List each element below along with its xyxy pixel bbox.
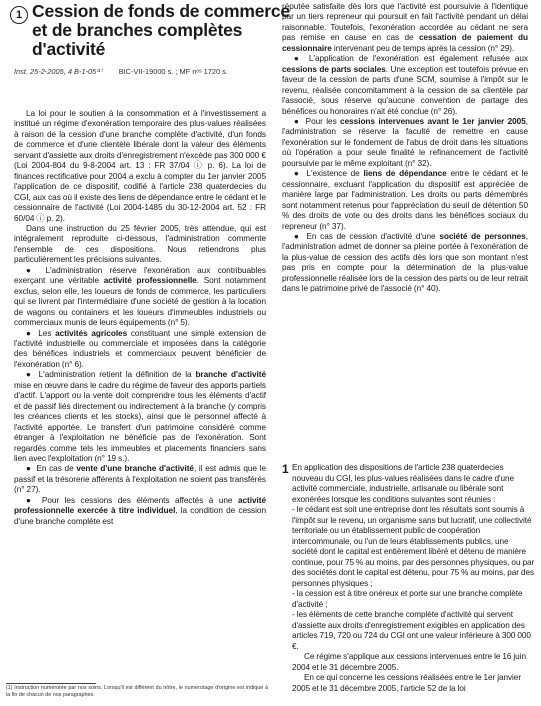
paragraph xyxy=(282,2,528,54)
footnote: (1) Instruction numérotée par nos soins. Lorsqu'il est différent du nôtre, le numérotage d'origine est indiqué à la fin de chacun de nos paragraphes. xyxy=(6,685,268,699)
paragraph-text: Dans une instruction du 25 février 2005, très attendue, qui est intégralement reproduite ci-dessous, l'administration commente l'ensemble de ces dispositions. Nous retiendrons plus particulièrement les précisions suivantes. xyxy=(14,223,266,265)
bullet-icon: ● xyxy=(294,116,304,126)
section-1-number: 1 xyxy=(282,462,289,476)
emphasis-text: société de personnes xyxy=(439,231,526,241)
paragraph-text: . Sont notamment exclus, selon elle, les loueurs de fonds de commerce, les particuliers qui se livrent par l'intermédiaire d'une société de gestion à la location de wagons ou containers et les loueurs d'immeubles industriels ou commerciaux munis de leurs équipements (n° 5). xyxy=(14,276,267,328)
list-item xyxy=(292,589,536,610)
paragraph xyxy=(292,673,536,694)
right-column-text xyxy=(282,2,528,295)
footnote-rule xyxy=(6,683,96,684)
bullet-paragraph xyxy=(282,54,528,117)
bullet-paragraph xyxy=(14,464,266,495)
paragraph-text: En cas de xyxy=(36,464,77,474)
paragraph xyxy=(14,109,266,224)
bullet-paragraph xyxy=(14,266,266,329)
paragraph-text: L'application de l'exonération est également refusée aux xyxy=(308,54,528,64)
paragraph-text: L'existence de xyxy=(306,169,364,179)
title-line: Cession de fonds de commerce xyxy=(32,1,290,21)
paragraph-text: réputée satisfaite dès lors que l'activité est poursuivie à l'identique par un tiers repreneur qui poursuit en fait l'activité pendant un délai raisonnable. Toutefois, l'exonération accordée au cédant ne sera pas remise en cause en cas de xyxy=(282,2,528,43)
paragraph xyxy=(292,463,536,505)
list-item-text: - les éléments de cette branche complète d'activité qui servent d'assiette aux droits d'enregistrement exigibles en application des articles 719, 720 ou 724 du CGI ont une valeur inférieure à 300 000 €. xyxy=(292,610,531,651)
paragraph-text: Pour les xyxy=(305,116,341,126)
title-line: et de branches complètes xyxy=(32,20,243,40)
bullet-paragraph xyxy=(14,329,266,371)
bullet-paragraph xyxy=(282,169,528,232)
paragraph-text: intervenant peu de temps après la cession (n° 29). xyxy=(331,43,515,53)
paragraph xyxy=(14,224,266,266)
list-item xyxy=(292,505,536,589)
section-1 xyxy=(282,463,538,694)
paragraph-text: entre le cédant et le cessionnaire, excluant l'application du dispositif est appréciée de manière large par l'administration. Les droits ou parts démembrés sont notamment retenus pour l'appréciation du seuil de détention 50 % des droits de vote ou des droits dans les bénéfices sociaux du repreneur (n° 37). xyxy=(282,169,528,231)
title-block xyxy=(6,1,290,59)
paragraph-text: La loi pour le soutien à la consommation et à l'investissement a institué un régime d'exonération temporaire des plus-values réalisées à raison de la cession d'une branche complète d'activité, d'un fonds de commerce et d'une clientèle libérale dont la valeur des éléments servant d'assiette aux droits d'enregistrement n'excède pas 300 000 € (Loi 2004-804 du 9-8-2004 art. 13 : FR 37/04 ⓘ p. 6). La loi de finances rectificative pour 2004 a exclu à compter du 1er janvier 2005 l'application de ce dispositif, codifié à l'article 238 quaterdecies du CGI, aux cas où il existe des liens de dépendance entre le cédant et le cessionnaire de l'activité (Loi 2004-1485 du 30-12-2004 art. 52 : FR 60/04 ⓘ p. 2). xyxy=(14,109,266,223)
emphasis-text: cessions intervenues avant le 1er janvier 2005 xyxy=(340,116,526,126)
emphasis-text: branche d'activité xyxy=(195,370,266,380)
paragraph xyxy=(292,652,536,673)
section-1-body xyxy=(292,463,536,694)
bullet-icon: ● xyxy=(26,464,35,474)
emphasis-text: activité professionnelle exercée à titre individuel xyxy=(14,495,266,516)
paragraph-text: . Une exception est toutefois prévue en faveur de la cession de parts d'une SCM, soumise à l'impôt sur le revenu, réalisée concomitamment à la cession de sa clientèle par l'associé, sous réserve qu'aucune convention de partage des bénéfices ou honoraires n'ait été conclue (n° 26). xyxy=(282,64,528,116)
right-column xyxy=(282,2,538,295)
bullet-icon: ● xyxy=(294,231,305,241)
bullet-paragraph xyxy=(282,232,528,295)
list-item xyxy=(292,610,536,652)
bullet-paragraph xyxy=(14,370,266,464)
bullet-paragraph xyxy=(14,496,266,527)
bullet-icon: ● xyxy=(294,54,307,64)
bullet-icon: ● xyxy=(26,328,37,338)
bullet-icon: ● xyxy=(26,265,44,275)
paragraph-text: , l'administration se réserve la faculté de remettre en cause l'exonération sur le fondement de l'abus de droit dans les situations où l'opération a pour seule finalité le refinancement de l'activité poursuivie par le même exploitant (n° 32). xyxy=(282,116,528,168)
paragraph-text: Ce régime s'applique aux cessions intervenues entre le 16 juin 2004 et le 31 décembre 2005. xyxy=(292,652,526,672)
emphasis-text: liens de dépendance xyxy=(363,169,447,179)
paragraph-text: En cas de cession d'activité d'une xyxy=(306,231,440,241)
emphasis-text: vente d'une branche d'activité xyxy=(76,464,194,474)
page-title xyxy=(32,1,290,59)
emphasis-text: activité professionnelle xyxy=(103,276,197,286)
paragraph-text: En ce qui concerne les cessions réalisées entre le 1er janvier 2005 et le 31 décembre 2005, l'article 52 de la loi xyxy=(292,673,521,693)
paragraph-text: , l'administration admet de donner sa pleine portée à l'exonération de la plus-value de cession des actifs dès lors que son montant n'est pas pris en compte pour la détermination de la plus-value professionnelle réalisée lors de la cession des parts ou de leur retrait dans le patrimoine privé de l'associé (n° 40). xyxy=(282,231,528,294)
paragraph-text: L'administration réserve l'exonération aux contribuables exerçant une véritable xyxy=(14,265,266,286)
paragraph-text: Les xyxy=(38,328,56,338)
emphasis-text: cessions de parts sociales xyxy=(282,64,386,74)
reference-line xyxy=(14,67,268,77)
paragraph-text: constituant une simple extension de l'activité industrielle ou commerciale et imposées dans la catégorie des bénéfices industriels et commerciaux peuvent bénéficier de l'exonération (n° 6). xyxy=(14,328,266,369)
bullet-icon: ● xyxy=(294,169,305,179)
paragraph-text: Pour les cessions des éléments affectés à une xyxy=(41,495,238,505)
bullet-paragraph xyxy=(282,117,528,169)
emphasis-text: cessation de paiement du cessionnaire xyxy=(282,33,529,53)
paragraph-text: mise en œuvre dans le cadre du régime de faveur des apports partiels d'actif. L'apport ou la vente doit comprendre tous les éléments d'actif et de passif liés directement ou indirectement à la branche (y compris les créances clients et les stocks), ainsi que le personnel affecté à l'activité apportée. Le transfert d'un patrimoine considéré comme étranger à l'exploitation ne bénéficie pas de l'exonération. Sont regardés comme tels les immeubles et placements financiers sans lien avec l'exploitation (n° 19 s.). xyxy=(14,380,266,463)
list-item-text: - le cédant est soit une entreprise dont les résultats sont soumis à l'impôt sur le revenu, un organisme sans but lucratif, une collectivité territoriale ou un établissement public de coopération intercommunale, ou l'un de leurs établissements publics, une société dont le capital est entièrement libéré et détenu de manière continue, pour 75 % au moins, par des personnes physiques, ou par des sociétés dont le capital est détenu, pour 75 % au moins, par des personnes physiques ; xyxy=(292,505,535,588)
list-item-text: - la cession est à titre onéreux et porte sur une branche complète d'activité ; xyxy=(292,589,523,609)
bullet-icon: ● xyxy=(26,370,37,380)
bullet-icon: ● xyxy=(26,495,40,505)
bic-reference: BIC-VII-19000 s. ; MF nᵒˢ 1720 s. xyxy=(118,67,228,76)
paragraph-text: , il est admis que le passif et la trésorerie afférents à l'exploitation ne soient pas transférés (n° 27). xyxy=(14,464,266,495)
section-number-badge: 1 xyxy=(10,6,28,24)
paragraph-text: , la condition de cession d'une branche complète est xyxy=(14,506,266,526)
left-body-text xyxy=(14,109,266,527)
left-column xyxy=(6,1,290,527)
title-line: d'activité xyxy=(32,39,106,59)
emphasis-text: activités agricoles xyxy=(55,328,128,338)
paragraph-text: L'administration retient la définition de la xyxy=(38,370,196,380)
paragraph-text: En application des dispositions de l'article 238 quaterdecies nouveau du CGI, les plus-values réalisées dans le cadre d'une activité commerciale, industrielle, artisanale ou libérale sont exonérées lorsque les conditions suivantes sont réunies : xyxy=(292,463,515,504)
instruction-reference: Inst. 25-2-2005, 4 B-1-05⁽¹⁾ xyxy=(14,67,103,76)
